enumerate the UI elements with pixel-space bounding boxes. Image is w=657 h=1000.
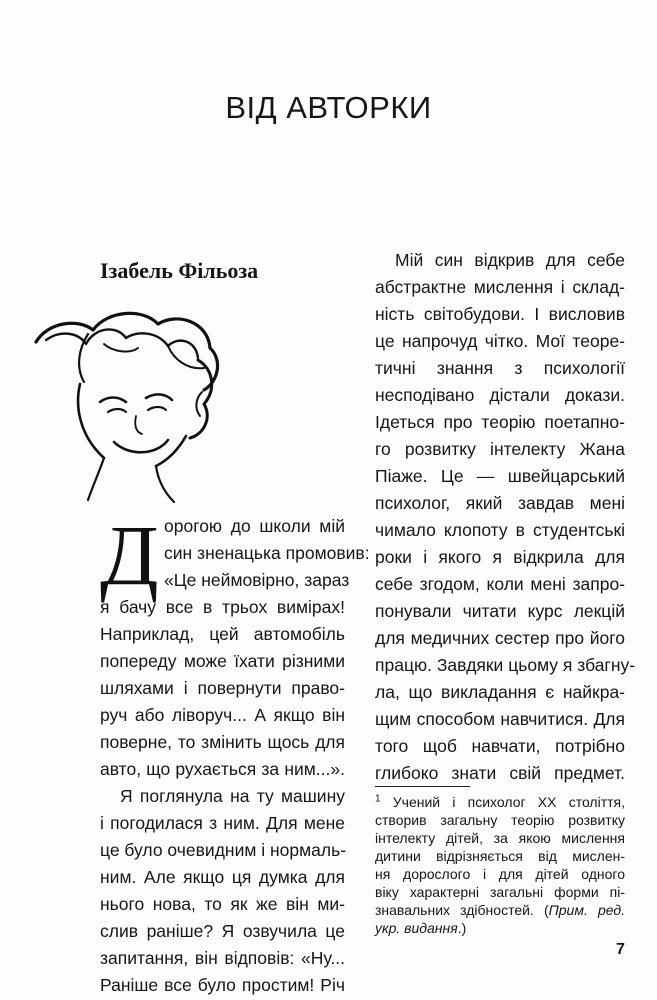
page-title: ВІД АВТОРКИ — [225, 90, 432, 125]
left-column-line: авто, що рухається за ним...». — [100, 759, 345, 779]
right-column-line: ність світобудови. І висловив — [375, 304, 625, 324]
right-column-line: ла, що викладання є найкра- — [375, 682, 625, 702]
footnote-line: дитини відрізняється від мислен- — [375, 848, 625, 864]
footnote-editor-note: укр. видання — [375, 920, 458, 936]
page-number: 7 — [616, 941, 625, 958]
left-column-line: син зненацька промовив: — [164, 543, 370, 563]
footnote-close: .) — [457, 920, 467, 936]
footnote-line: ня дорослого і для дітей одного — [375, 866, 625, 882]
footnote-line: створив загальну теорію розвитку — [375, 812, 625, 828]
right-column-line: Ідеться про теорію поетапно- — [375, 412, 625, 432]
left-column-line: попереду може їхати різними — [100, 651, 345, 671]
right-column-line: понували читати курс лекцій — [375, 601, 625, 621]
right-column-line: працю. Завдяки цьому я збагну- — [375, 655, 636, 675]
left-column-line: Я поглянула на ту машину — [120, 786, 345, 806]
right-column-line: щим способом навчитися. Для — [375, 709, 625, 729]
left-column-line: Наприклад, цей автомобіль — [100, 624, 345, 644]
footnote-line: віку характерні загальні форми пі- — [375, 884, 625, 900]
right-column-line: абстрактне мислення і склад- — [375, 277, 625, 297]
right-column-line: Піаже. Це — швейцарський — [375, 466, 625, 486]
footnote-line — [375, 901, 625, 920]
left-column-line: нього нова, то як же він ми- — [100, 894, 345, 914]
right-column-line: Мій син відкрив для себе — [395, 250, 625, 270]
right-column-line: роки і якого я відкрила для — [375, 547, 625, 567]
left-column-line: ним. Але якщо ця думка для — [100, 867, 345, 887]
left-column-line: поверне, то змінить щось для — [100, 732, 345, 752]
right-column-line: го розвитку інтелекту Жана — [375, 439, 625, 459]
right-column-line: психолог, який завдав мені — [375, 493, 625, 513]
left-column-line: шляхами і повернути право- — [100, 678, 345, 698]
footnote-number: 1 — [375, 793, 381, 805]
left-column-line: орогою до школи мій — [164, 516, 345, 536]
left-column-line: запитання, він відповів: «Ну... — [100, 948, 345, 968]
right-column-line: для медичних сестер про його — [375, 628, 625, 648]
left-column-line: це було очевидним і нормаль- — [100, 840, 347, 860]
footnote-line — [375, 919, 466, 938]
footnote-line — [375, 793, 625, 812]
footnote-divider — [375, 786, 470, 787]
left-column-line: я бачу все в трьох вимірах! — [100, 597, 345, 617]
footnote-text: Учений і психолог XX століття, — [392, 794, 625, 810]
left-column-line: Раніше все було простим! Річ — [100, 975, 345, 995]
footnote-text: знавальних здібностей. ( — [375, 902, 549, 918]
drop-cap-letter: Д — [100, 507, 159, 603]
right-column-line: того щоб навчати, потрібно — [375, 736, 625, 756]
footnote-line: інтелекту дітей, за якою мислення — [375, 830, 625, 846]
footnote-editor-note: Прим. ред. — [548, 902, 626, 918]
right-column-line: чимало клопоту в студентські — [375, 520, 625, 540]
left-column-line: руч або ліворуч... А якщо він — [100, 705, 345, 725]
right-column-line: глибоко знати свій предмет. — [375, 763, 625, 783]
right-column-line: несподівано дістали докази. — [375, 385, 625, 405]
author-portrait-sketch — [18, 300, 248, 510]
left-column-line: слив раніше? Я озвучила це — [100, 921, 345, 941]
right-column-line: себе згодом, коли мені запро- — [375, 574, 625, 594]
left-column-line: «Це неймовірно, зараз — [164, 570, 350, 590]
author-name: Ізабель Фільоза — [100, 258, 259, 283]
left-column-line: і погодилася з ним. Для мене — [100, 813, 345, 833]
right-column-line: це напрочуд чітко. Мої теоре- — [375, 331, 625, 351]
right-column-line: тичні знання з психології — [375, 358, 625, 378]
